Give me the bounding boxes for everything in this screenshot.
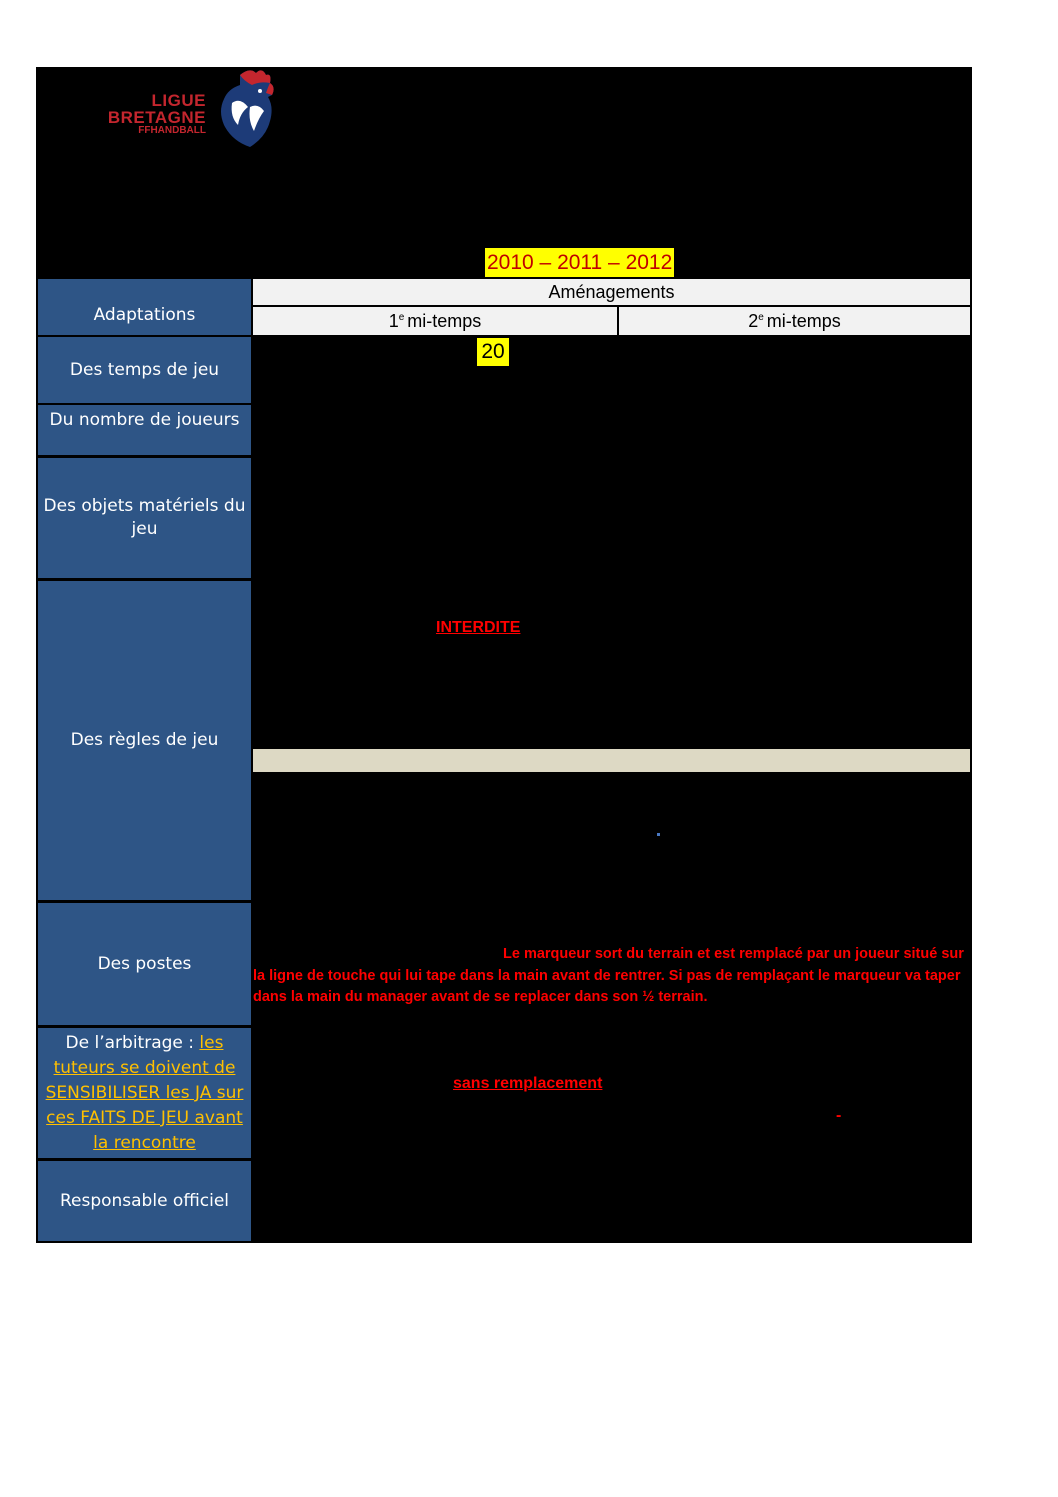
beige-separator-bar bbox=[253, 749, 970, 772]
row-postes: Des postes bbox=[38, 903, 251, 1025]
row-nombre-joueurs: Du nombre de joueurs bbox=[38, 405, 251, 455]
second-half-number: 2 bbox=[748, 310, 759, 331]
row-arbitrage bbox=[38, 1028, 251, 1158]
rooster-logo-icon bbox=[210, 67, 280, 149]
logo-line-ligue: LIGUE bbox=[151, 91, 206, 110]
logo-line-bretagne: BRETAGNE bbox=[107, 108, 206, 127]
arbitrage-prefix: De l’arbitrage : bbox=[65, 1032, 200, 1053]
first-half-number: 1 bbox=[388, 310, 399, 331]
row-temps-de-jeu: Des temps de jeu bbox=[38, 337, 251, 403]
ligue-bretagne-logo bbox=[58, 67, 288, 152]
marqueur-rule-text: Le marqueur sort du terrain et est remplacé par un joueur situé sur la ligne de touche qui lui tape dans la main avant de rentrer. Si pas de remplaçant le marqueur va taper dans la main du manager avant de se replacer dans son ½ terrain. bbox=[253, 946, 964, 1005]
logo-text bbox=[58, 92, 206, 136]
arbitrage-text bbox=[41, 1031, 248, 1156]
row-regles-de-jeu: Des règles de jeu bbox=[38, 581, 251, 900]
arbitrage-highlight-link[interactable]: les tuteurs se doivent de SENSIBILISER les JA sur ces FAITS DE JEU avant la rencontre bbox=[45, 1032, 244, 1153]
sans-remplacement-text: sans remplacement bbox=[453, 1075, 603, 1092]
row-objets-materiels: Des objets matériels du jeu bbox=[38, 458, 251, 578]
season-years-banner: 2010 – 2011 – 2012 bbox=[485, 248, 674, 277]
interdite-text: INTERDITE bbox=[436, 619, 521, 636]
header-second-half bbox=[619, 307, 970, 335]
first-half-sup: e bbox=[398, 311, 405, 323]
second-half-sup: e bbox=[758, 311, 764, 323]
second-half-label: mi-temps bbox=[766, 310, 841, 331]
row-responsable-officiel: Responsable officiel bbox=[38, 1161, 251, 1241]
header-amenagements: Aménagements bbox=[253, 279, 970, 305]
dash-mark: - bbox=[836, 1107, 842, 1124]
blue-dot-mark bbox=[657, 833, 660, 836]
document-page bbox=[36, 67, 972, 1243]
temps-value-20: 20 bbox=[477, 338, 509, 366]
header-first-half bbox=[253, 307, 617, 335]
first-half-label: mi-temps bbox=[407, 310, 482, 331]
logo-line-ffhandball: FFHANDBALL bbox=[138, 125, 206, 136]
header-adaptations: Adaptations bbox=[38, 279, 251, 335]
